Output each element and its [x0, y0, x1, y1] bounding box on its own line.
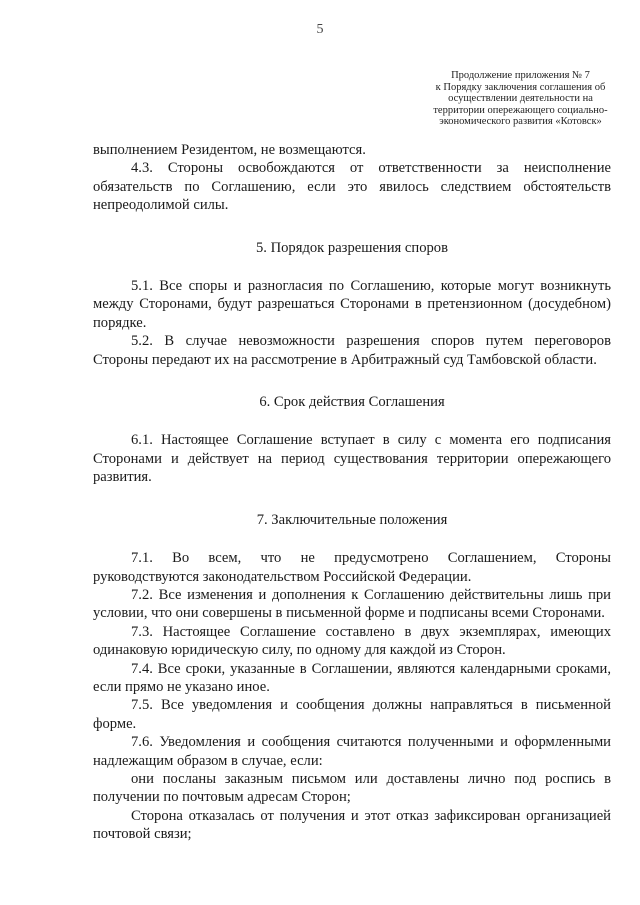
header-note-line: территории опережающего социально-	[433, 104, 608, 116]
paragraph-7-6-b: Сторона отказалась от получения и этот отказ зафиксирован организацией почтовой связи;	[93, 807, 611, 843]
header-note	[408, 70, 633, 128]
paragraph-5-1: 5.1. Все споры и разногласия по Соглашению, которые могут возникнуть между Сторонами, будут разрешаться Сторонами в претензионном (досудебном) порядке.	[93, 278, 611, 331]
header-note-line: Продолжение приложения № 7	[451, 70, 590, 81]
header-note-line: экономического развития «Котовск»	[439, 116, 602, 127]
paragraph-7-1: 7.1. Во всем, что не предусмотрено Соглашением, Стороны руководствуются законодательством Российской Федерации.	[93, 550, 611, 585]
paragraph-7-3: 7.3. Настоящее Соглашение составлено в двух экземплярах, имеющих одинаковую юридическую силу, по одному для каждой из Сторон.	[93, 623, 611, 659]
paragraph-7-2: 7.2. Все изменения и дополнения к Соглашению действительны лишь при условии, что они совершены в письменной форме и подписаны всеми Сторонами.	[93, 586, 611, 622]
paragraph-5-2: 5.2. В случае невозможности разрешения споров путем переговоров Стороны передают их на рассмотрение в Арбитражный суд Тамбовской области.	[93, 333, 611, 368]
header-note-line: осуществлении деятельности на	[448, 93, 593, 104]
section-7-title: 7. Заключительные положения	[256, 511, 448, 528]
header-note-line: к Порядку заключения соглашения об	[435, 81, 606, 93]
paragraph-continuation: выполнением Резидентом, не возмещаются.	[93, 142, 366, 158]
paragraph-4-3: 4.3. Стороны освобождаются от ответственности за неисполнение обязательств по Соглашению, если это явилось следствием обстоятельств непреодолимой силы.	[93, 160, 611, 214]
page-number: 5	[316, 22, 324, 37]
document-body	[93, 141, 611, 844]
paragraph-6-1: 6.1. Настоящее Соглашение вступает в силу с момента его подписания Сторонами и действует на период существования территории опережающего развития.	[93, 432, 611, 486]
paragraph-7-6: 7.6. Уведомления и сообщения считаются полученными и оформленными надлежащим образом в случае, если:	[93, 734, 611, 769]
paragraph-7-6-a: они посланы заказным письмом или доставлены лично под роспись в получении по почтовым адресам Сторон;	[93, 770, 611, 806]
section-5-title: 5. Порядок разрешения споров	[256, 239, 448, 256]
paragraph-7-4: 7.4. Все сроки, указанные в Соглашении, являются календарными сроками, если прямо не указано иное.	[93, 660, 611, 695]
paragraph-7-5: 7.5. Все уведомления и сообщения должны направляться в письменной форме.	[93, 697, 611, 732]
section-6-title: 6. Срок действия Соглашения	[259, 394, 445, 411]
